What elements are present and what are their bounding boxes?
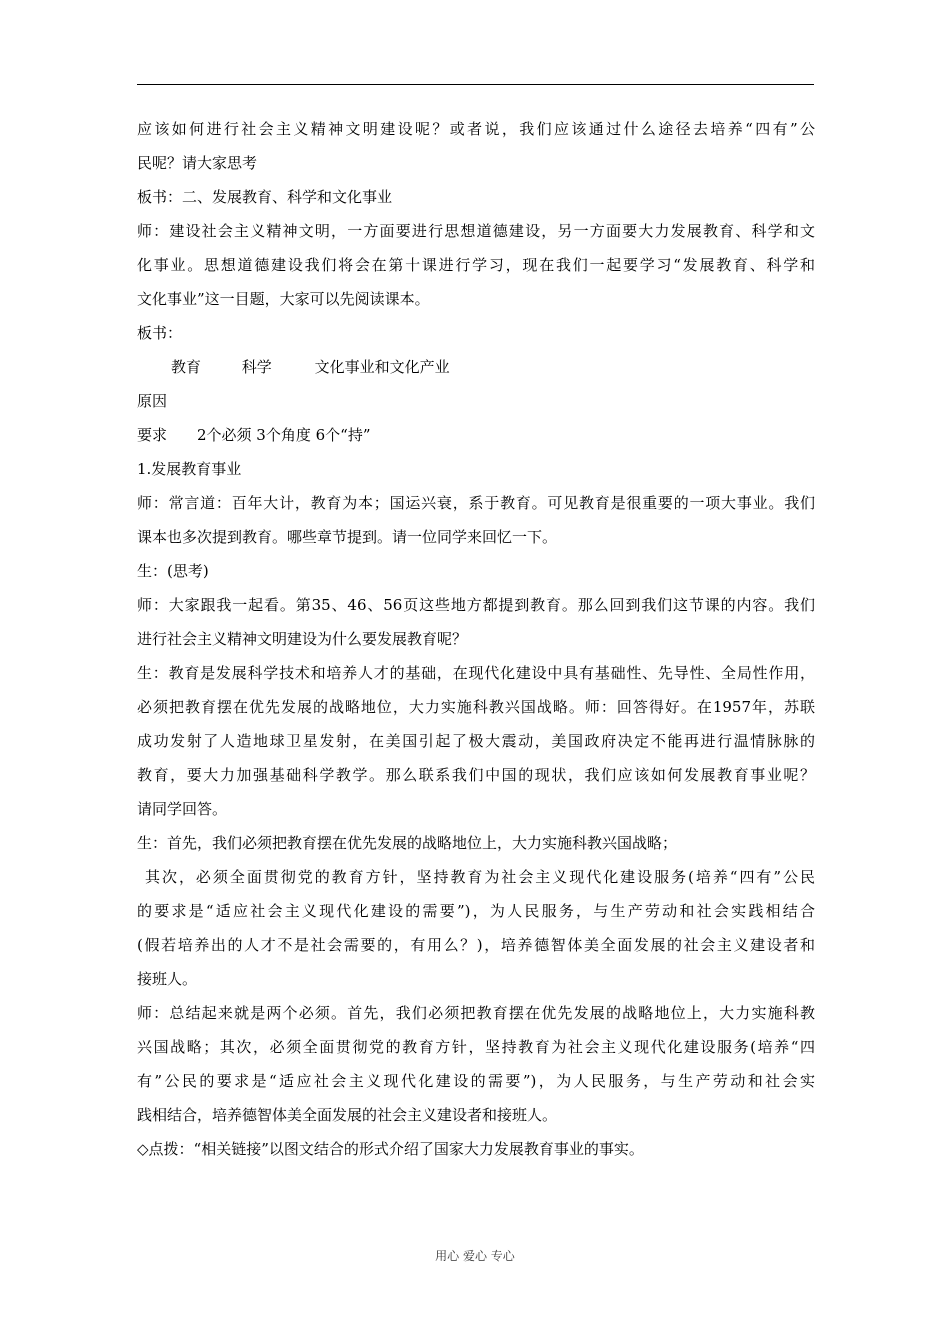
text-line: 师：大家跟我一起看。第35、46、56页这些地方都提到教育。那么回到我们这节课的内容。我们 bbox=[137, 596, 815, 614]
section-heading: 1.发展教育事业 bbox=[137, 460, 242, 478]
board-heading: 板书：二、发展教育、科学和文化事业 bbox=[137, 188, 393, 206]
board-item-science: 科学 bbox=[241, 358, 272, 376]
board-row bbox=[137, 356, 815, 378]
text-line: 接班人。 bbox=[137, 970, 198, 988]
board-label: 板书： bbox=[137, 324, 183, 342]
text-line: 课本也多次提到教育。哪些章节提到。请一位同学来回忆一下。 bbox=[137, 528, 558, 546]
text-line: 请同学回答。 bbox=[137, 800, 228, 818]
text-line: 生：教育是发展科学技术和培养人才的基础，在现代化建设中具有基础性、先导性、全局性作用， bbox=[137, 664, 815, 682]
text-line: 化事业。思想道德建设我们将会在第十课进行学习，现在我们一起要学习“发展教育、科学和 bbox=[137, 256, 815, 274]
text-line: 生：(思考) bbox=[137, 562, 209, 580]
board-item-education: 教育 bbox=[171, 358, 202, 376]
text-line: 生：首先，我们必须把教育摆在优先发展的战略地位上，大力实施科教兴国战略； bbox=[137, 834, 678, 852]
text-line: 应该如何进行社会主义精神文明建设呢？或者说，我们应该通过什么途径去培养“四有”公 bbox=[137, 120, 815, 138]
document-body bbox=[137, 118, 815, 1172]
text-line: 必须把教育摆在优先发展的战略地位，大力实施科教兴国战略。师：回答得好。在1957年，苏联 bbox=[137, 698, 815, 716]
text-line: 兴国战略；其次，必须全面贯彻党的教育方针，坚持教育为社会主义现代化建设服务(培养“四 bbox=[137, 1038, 815, 1056]
page-footer: 用心 爱心 专心 bbox=[435, 1249, 515, 1263]
text-line: 师：常言道：百年大计，教育为本；国运兴衰，系于教育。可见教育是很重要的一项大事业。我们 bbox=[137, 494, 815, 512]
text-line: 的要求是“适应社会主义现代化建设的需要”)，为人民服务，与生产劳动和社会实践相结合 bbox=[137, 902, 815, 920]
text-line: (假若培养出的人才不是社会需要的，有用么？)，培养德智体美全面发展的社会主义建设者和 bbox=[137, 936, 815, 954]
text-line: 要求 2个必须 3个角度 6个“持” bbox=[137, 426, 371, 444]
text-line: 其次，必须全面贯彻党的教育方针，坚持教育为社会主义现代化建设服务(培养“四有”公民 bbox=[145, 868, 815, 886]
header-rule bbox=[137, 84, 814, 85]
text-line: 教育，要大力加强基础科学教学。那么联系我们中国的现状，我们应该如何发展教育事业呢？ bbox=[137, 766, 815, 784]
tip-line: ◇点拨：“相关链接”以图文结合的形式介绍了国家大力发展教育事业的事实。 bbox=[137, 1140, 644, 1158]
text-line: 成功发射了人造地球卫星发射，在美国引起了极大震动，美国政府决定不能再进行温情脉脉的 bbox=[137, 732, 815, 750]
text-line: 原因 bbox=[137, 392, 168, 410]
text-line: 民呢？请大家思考 bbox=[137, 154, 258, 172]
text-line: 师：建设社会主义精神文明，一方面要进行思想道德建设，另一方面要大力发展教育、科学和文 bbox=[137, 222, 815, 240]
text-line: 进行社会主义精神文明建设为什么要发展教育呢？ bbox=[137, 630, 468, 648]
board-item-culture: 文化事业和文化产业 bbox=[314, 358, 450, 376]
text-line: 文化事业”这一目题，大家可以先阅读课本。 bbox=[137, 290, 430, 308]
text-line: 师：总结起来就是两个必须。首先，我们必须把教育摆在优先发展的战略地位上，大力实施科教 bbox=[137, 1004, 815, 1022]
text-line: 有”公民的要求是“适应社会主义现代化建设的需要”)，为人民服务，与生产劳动和社会实 bbox=[137, 1072, 815, 1090]
text-line: 践相结合，培养德智体美全面发展的社会主义建设者和接班人。 bbox=[137, 1106, 558, 1124]
